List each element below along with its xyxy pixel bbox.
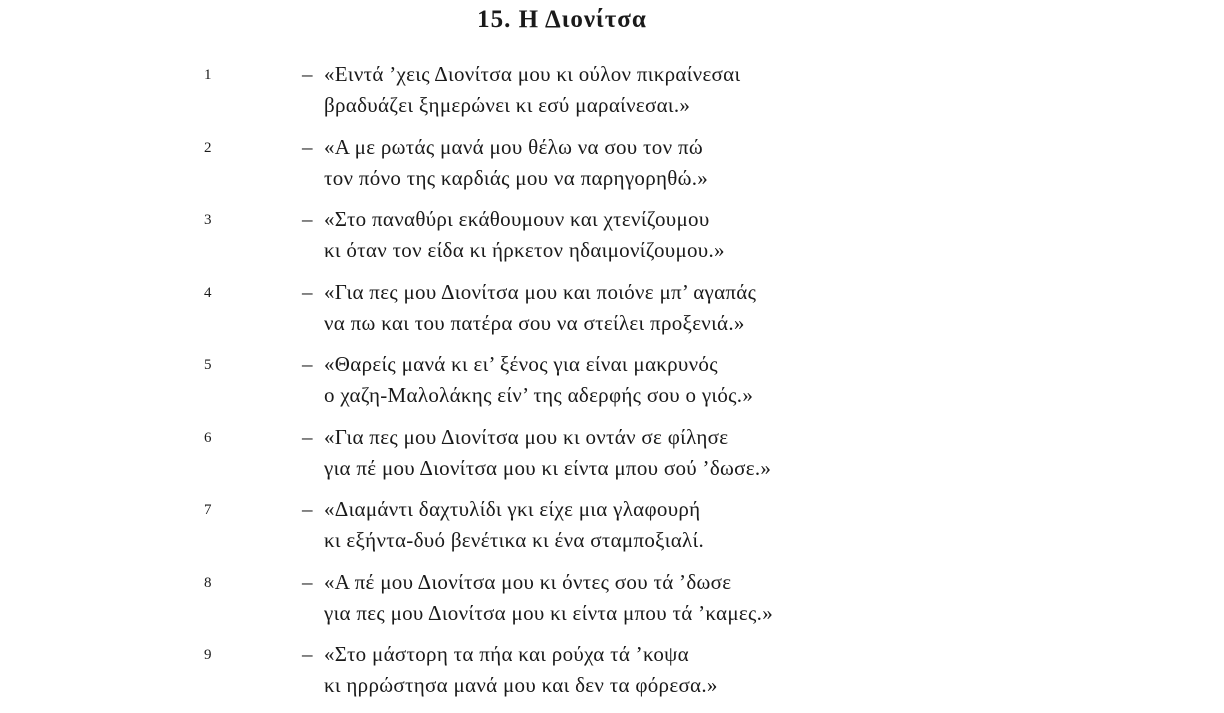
- verse-line: για πες μου Διονίτσα μου κι είντα μπου τά ’καμες.»: [324, 600, 774, 625]
- verse-line: «Στο μάστορη τα πήα και ρούχα τά ’κοψα: [324, 642, 689, 666]
- dialogue-dash: –: [302, 279, 313, 304]
- dialogue-dash: –: [302, 497, 313, 521]
- stanza: [0, 421, 1224, 494]
- verse-line: ο χαζη-Μαλολάκης είν’ της αδερφής σου ο γιός.»: [324, 383, 754, 407]
- verse-line: «Για πες μου Διονίτσα μου κι οντάν σε φίλησε: [324, 424, 729, 449]
- poem-body: [0, 58, 1224, 711]
- verse-line: για πέ μου Διονίτσα μου κι είντα μπου σού ’δωσε.»: [324, 455, 772, 480]
- verse-line: τον πόνο της καρδιάς μου να παρηγορηθώ.»: [324, 165, 709, 190]
- stanza-number: 4: [204, 284, 212, 301]
- verse-line: «Θαρείς μανά κι ει’ ξένος για είναι μακρυνός: [324, 352, 718, 376]
- stanza-number: 5: [204, 357, 212, 373]
- stanza: [0, 203, 1224, 276]
- dialogue-dash: –: [302, 424, 313, 449]
- verse-line: «Για πες μου Διονίτσα μου και ποιόνε μπ’ αγαπάς: [324, 279, 757, 304]
- stanza-number: 3: [204, 212, 212, 228]
- verse-line: «Α πέ μου Διονίτσα μου κι όντες σου τά ’δωσε: [324, 569, 732, 594]
- dialogue-dash: –: [302, 207, 313, 231]
- verse-line: «Στο παναθύρι εκάθουμουν και χτενίζουμου: [324, 207, 710, 231]
- stanza-number: 9: [204, 647, 212, 663]
- stanza: [0, 493, 1224, 566]
- stanza: [0, 638, 1224, 711]
- stanza-number: 6: [204, 429, 212, 446]
- verse-line: «Ειντά ’χεις Διονίτσα μου κι ούλον πικραίνεσαι: [324, 62, 741, 86]
- page-title: [0, 4, 1124, 36]
- title-text: Η Διονίτσα: [518, 6, 647, 33]
- stanza: [0, 131, 1224, 204]
- stanza: [0, 58, 1224, 131]
- verse-line: κι ηρρώστησα μανά μου και δεν τα φόρεσα.»: [324, 673, 718, 697]
- dialogue-dash: –: [302, 569, 313, 594]
- stanza: [0, 276, 1224, 349]
- dialogue-dash: –: [302, 642, 313, 666]
- stanza-number: 1: [204, 67, 212, 83]
- dialogue-dash: –: [302, 134, 313, 159]
- stanza: [0, 566, 1224, 639]
- verse-line: κι εξήντα-δυό βενέτικα κι ένα σταμποξιαλί.: [324, 528, 705, 552]
- dialogue-dash: –: [302, 352, 313, 376]
- verse-line: κι όταν τον είδα κι ήρκετον ηδαιμονίζουμου.»: [324, 238, 725, 262]
- title-number: 15.: [477, 6, 512, 33]
- stanza-number: 8: [204, 574, 212, 591]
- dialogue-dash: –: [302, 62, 313, 86]
- stanza-number: 2: [204, 139, 212, 156]
- verse-line: να πω και του πατέρα σου να στείλει προξενιά.»: [324, 310, 745, 335]
- verse-line: «Α με ρωτάς μανά μου θέλω να σου τον πώ: [324, 134, 703, 159]
- verse-line: βραδυάζει ξημερώνει κι εσύ μαραίνεσαι.»: [324, 93, 691, 117]
- verse-line: «Διαμάντι δαχτυλίδι γκι είχε μια γλαφουρή: [324, 497, 701, 521]
- stanza: [0, 348, 1224, 421]
- stanza-number: 7: [204, 502, 212, 518]
